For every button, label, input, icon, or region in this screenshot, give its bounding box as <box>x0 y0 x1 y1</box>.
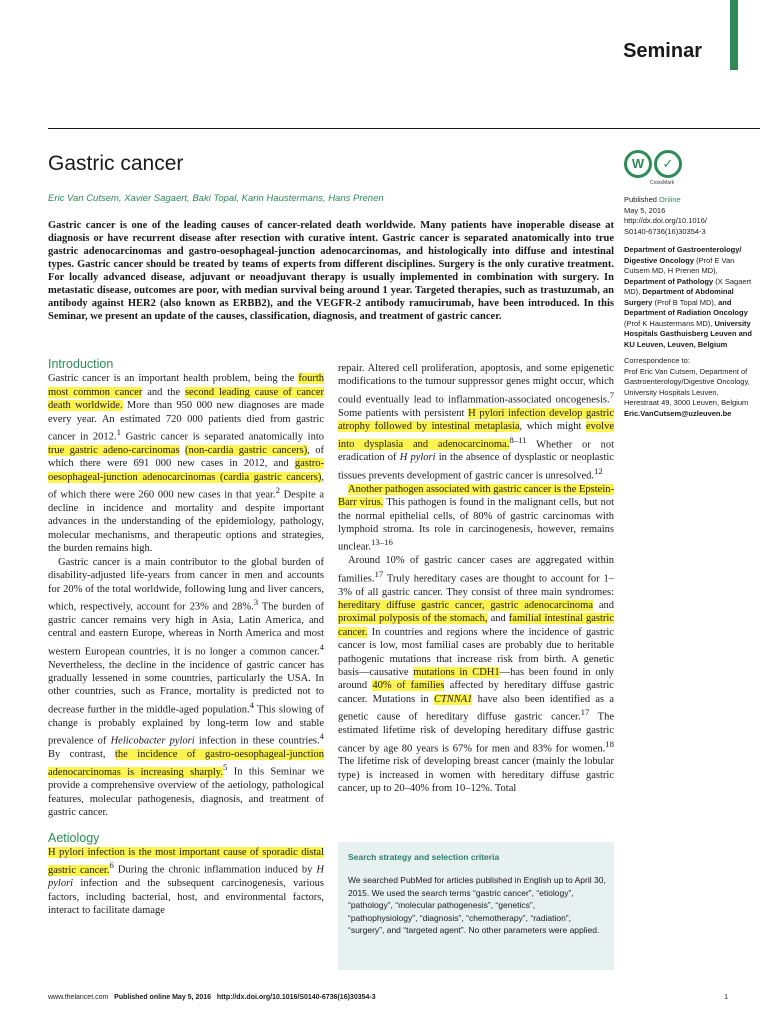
panel-body: We searched PubMed for articles published in English up to April 30, 2015. We used the search terms “gastric cancer”, “etiology”, “pathology”, “molecular pathogenesis”, “genetics”, “pathophysiology”, “diagnosis”, “chemotherapy”, “radiation”, “surgery”, and “targeted agent”. No other parameters were applied. <box>348 875 606 936</box>
published-date: May 5, 2016 <box>624 205 666 215</box>
abstract: Gastric cancer is one of the leading causes of cancer-related death worldwide. Many patients have inoperable disease at diagnosis or have recurrent disease after resection with curative intent. Gastric cancer is separated anatomically into true gastric adenocarcinomas and gastro-oesophageal-junction adenocarcinomas, and histologically into diffuse and intestinal types. Gastric cancer should be treated by teams of experts from different disciplines. Surgery is the only curative treatment. For locally advanced disease, adjuvant or neoadjuvant therapy is usually implemented in combination with surgery. In metastatic disease, outcomes are poor, with median survival being around 1 year. Targeted therapies, such as trastuzumab, an antibody against HER2 (also known as ERBB2), and the VEGFR-2 antibody ramucirumab, have been introduced. In this Seminar, we present an update of the causes, classification, diagnosis, and treatment of gastric cancer. <box>48 220 614 322</box>
footer-doi-link[interactable]: http://dx.doi.org/10.1016/S0140-6736(16)30354-3 <box>216 994 376 1001</box>
published-line: Published Online <box>624 195 681 204</box>
section-label: Seminar <box>623 40 702 62</box>
affiliations: Department of Gastroenterology/ Digestive Oncology (Prof E Van Cutsem MD, H Prenen MD), Department of Pathology (X Sagaert MD), Department of Abdominal Surgery (Prof B Topal MD), and Department of Radiation Oncology (Prof K Haustermans MD), University Hospitals Gasthuisberg Leuven and KU Leuven, Leuven, Belgium <box>624 245 752 349</box>
introduction-heading: Introduction <box>48 357 114 371</box>
crossmark-icon[interactable]: ✓ <box>654 150 682 178</box>
correspondence-address: Prof Eric Van Cutsem, Department of Gastroenterology/Digestive Oncology, University Hospitals Leuven, Herestraat 49, 3000 Leuven, Belgium <box>624 366 750 407</box>
correspondence-label: Correspondence to: <box>624 356 690 365</box>
aetiology-paragraph-2: repair. Altered cell proliferation, apoptosis, and some epigenetic modifications to the tumour suppressor genes might occur, which could eventually lead to inflammation-associated oncogenesis.$^7$ Some patients with persistent H pylori infection develop gastric atrophy followed by intestinal metaplasia, which might evolve into dysplasia and adenocarcinoma.$^{8-11}$ Whether or not eradication of H pylori in the absence of dysplastic or neoplastic tissues prevents development of gastric cancer is unresolved.$^{12}$ <box>338 363 615 482</box>
header-rule <box>48 128 760 129</box>
w-logo-icon: W <box>624 150 652 178</box>
published-online-link[interactable]: Online <box>659 195 681 204</box>
article-badges <box>624 150 684 190</box>
crossmark-label: CrossMark <box>650 180 675 186</box>
author-list: Eric Van Cutsem, Xavier Sagaert, Baki Topal, Karin Haustermans, Hans Prenen <box>48 193 384 204</box>
article-sidebar <box>624 195 754 419</box>
doi-link[interactable]: http://dx.doi.org/10.1016/ S0140-6736(16)30354-3 <box>624 216 707 236</box>
page-footer <box>48 994 376 1001</box>
correspondence-email[interactable]: Eric.VanCutsem@uzleuven.be <box>624 408 732 418</box>
journal-color-bar <box>730 0 738 70</box>
panel-heading: Search strategy and selection criteria <box>348 852 500 862</box>
aetiology-heading: Aetiology <box>48 830 100 845</box>
article-title: Gastric cancer <box>48 152 184 175</box>
aetiology-paragraph-1: H pylori infection is the most important cause of sporadic distal gastric cancer.$^6$ During the chronic inflammation induced by H pylori infection and the subsequent carcinogenesis, various factors, including bacterial, host, and environmental factors, interact to facilitate damage <box>48 846 324 917</box>
footer-published: Published online May 5, 2016 <box>114 994 212 1001</box>
page-number: 1 <box>724 994 728 1001</box>
aetiology-paragraph-3: Another pathogen associated with gastric cancer is the Epstein-Barr virus. This pathogen is found in the malignant cells, but not the normal epithelial cells, of 80% of gastric carcinomas with lymphoid stroma. Its role in carcinogenesis, however, remains unclear.$^{13-16}$ <box>338 483 614 553</box>
body-column-right <box>338 362 614 796</box>
footer-site-link[interactable]: www.thelancet.com <box>48 994 109 1001</box>
body-column-left <box>48 358 324 917</box>
aetiology-paragraph-4: Around 10% of gastric cancer cases are aggregated within families.$^{17}$ Truly hereditary cases are thought to account for 1–3% of all gastric cancer. They consist of three main syndromes: hereditary diffuse gastric cancer, gastric adenocarcinoma and proximal polyposis of the stomach, and familial intestinal gastric cancer. In countries and regions where the incidence of gastric cancer is low, most familial cases are probably due to heritable pathogenic mutations that increase risk from birth. A genetic basis—causative mutations in CDH1—has been found in only around 40% of families affected by hereditary diffuse gastric cancer. Mutations in CTNNA1 have also been identified as a genetic cause of hereditary diffuse gastric cancer.$^{17}$ The estimated lifetime risk of developing hereditary diffuse gastric cancer by age 80 years is 67% for men and 83% for women.$^{18}$ The lifetime risk of developing breast cancer (mainly the lobular type) is increased in women with hereditary diffuse gastric cancer, up to 20–40% from 10–12%. Total <box>338 555 615 795</box>
intro-paragraph-2: Gastric cancer is a main contributor to the global burden of disability-adjusted life-years from cancer in men and accounts for 20% of the total worldwide, following lung and liver cancers, which, respectively, account for 23% and 28%.$^3$ The burden of gastric cancer remains very high in Asia, Latin America, and central and eastern Europe, whereas in North America and most western European countries, it is no longer a common cancer.$^4$ Nevertheless, the decline in the incidence of gastric cancer has gradually lessened in some countries, particularly the USA. In other countries, such as France, mortality is predicted not to decrease further in the middle-aged population.$^4$ This slowing of change is probably explained by long-term low and stable prevalence of Helicobacter pylori infection in these countries.$^4$ By contrast, the incidence of gastro-oesophageal-junction adenocarcinomas is increasing sharply.$^5$ In this Seminar we provide a comprehensive overview of the aetiology, pathological features, molecular pathogenesis, diagnosis, and treatment of gastric cancer. <box>48 556 325 819</box>
search-strategy-panel <box>338 842 614 970</box>
intro-paragraph-1: Gastric cancer is an important health problem, being the fourth most common cancer and the second leading cause of cancer death worldwide. More than 950 000 new diagnoses are made every year. An estimated 720 000 patients died from gastric cancer in 2012.$^1$ Gastric cancer is separated anatomically into true gastric adeno-carcinomas (non-cardia gastric cancers), of which there were 691 000 new cases in 2012, and gastro-oesophageal-junction adenocarcinomas (cardia gastric cancers), of which there were 260 000 new cases in that year.$^2$ Despite a decline in incidence and mortality and despite important advances in the understanding of the epidemiology, pathology, molecular mechanisms, and therapeutic options and strategies, the burden remains high. <box>48 373 325 555</box>
